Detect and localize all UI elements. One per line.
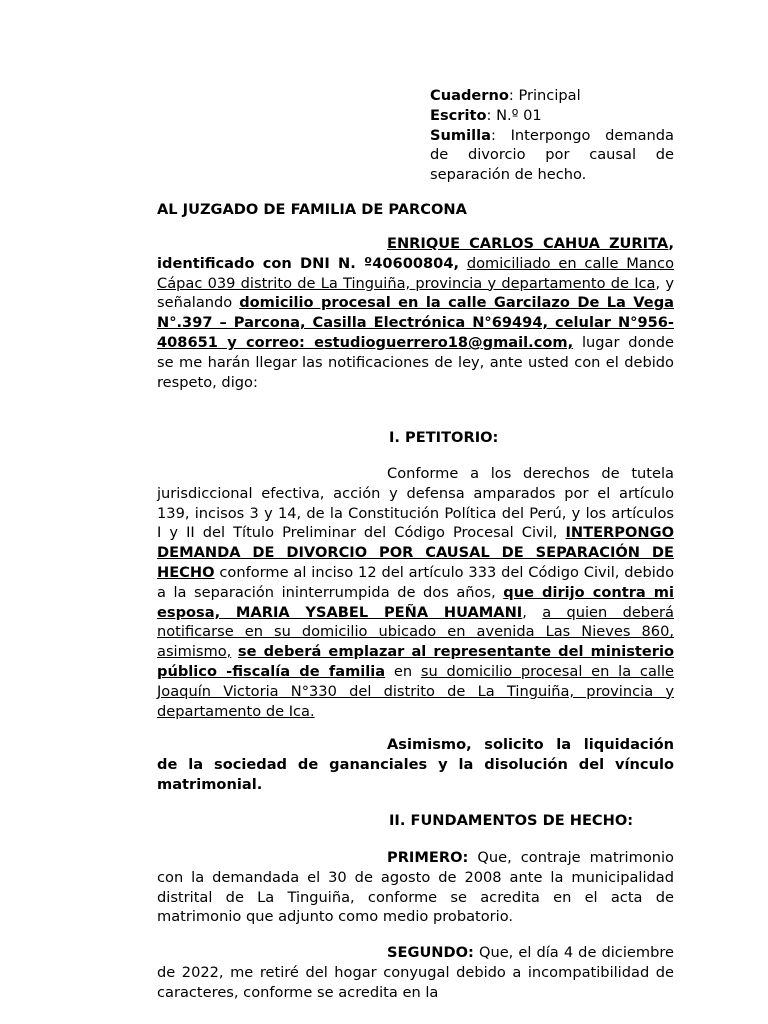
defendant-name: que dirijo contra mi esposa, MARIA YSABEL PEÑA HUAMANI xyxy=(157,583,674,621)
plaintiff-address: domiciliado en calle Manco Cápac 039 distrito de La Tinguiña, provincia y departamento de Ica xyxy=(157,254,675,292)
cuaderno-value: : Principal xyxy=(508,87,581,104)
asimismo-paragraph xyxy=(157,735,674,794)
fiscal-address: su domicilio procesal en la calle Joaquín Victoria N°330 del distrito de La Tinguiña, provincia y departamento de Ica. xyxy=(157,662,674,720)
primero-paragraph xyxy=(157,848,674,927)
demand-statement: INTERPONGO DEMANDA DE DIVORCIO POR CAUSAL DE SEPARACIÓN DE HECHO xyxy=(157,524,674,581)
court-title: AL JUZGADO DE FAMILIA DE PARCONA xyxy=(157,201,467,218)
cuaderno-label: Cuaderno xyxy=(430,87,509,104)
section-petitorio-heading: I. PETITORIO: xyxy=(389,429,499,446)
intro-end: lugar donde se me harán llegar las notificaciones de ley, ante usted con el debido respeto, digo: xyxy=(157,333,674,391)
cuaderno-line xyxy=(430,86,674,106)
segundo-paragraph xyxy=(157,943,674,1002)
procesal-address: domicilio procesal en la calle Garcilazo De La Vega N°.397 – Parcona, Casilla Electrónica N°69494, celular N°956-408651 y correo: estudioguerrero18@gmail.com, xyxy=(157,294,674,351)
sumilla-label: Sumilla xyxy=(430,126,491,144)
segundo-label: SEGUNDO: xyxy=(387,944,474,961)
plaintiff-dni: , identificado con DNI N. º40600804, xyxy=(157,235,674,272)
intro-mid: , y señalando xyxy=(157,274,674,312)
defendant-address: a quien deberá notificarse en su domicilio ubicado en avenida Las Nieves 860, asimismo, xyxy=(157,603,674,661)
petitorio-text-3: , xyxy=(522,603,543,621)
petitorio-text-1: Conforme a los derechos de tutela jurisdiccional efectiva, acción y defensa amparados por el artículo 139, incisos 3 y 14, de la Constitución Política del Perú, y los artículos I y II del Título Preliminar del Código Procesal Civil, xyxy=(157,465,674,542)
plaintiff-name: ENRIQUE CARLOS CAHUA ZURITA xyxy=(387,235,669,252)
escrito-line xyxy=(430,106,674,126)
escrito-label: Escrito xyxy=(430,106,487,124)
petitorio-text-2: conforme al inciso 12 del artículo 333 del Código Civil, debido a la separación ininterrumpida de dos años, xyxy=(157,563,674,601)
document-header xyxy=(430,86,674,185)
petitorio-paragraph xyxy=(157,464,674,721)
primero-label: PRIMERO: xyxy=(387,849,469,866)
fiscal-statement: se deberá emplazar al representante del ministerio público -fiscalía de familia xyxy=(157,643,674,680)
sumilla-value: : Interpongo demanda de divorcio por causal de separación de hecho. xyxy=(430,126,674,184)
escrito-value: : N.º 01 xyxy=(486,106,542,124)
primero-text: Que, contraje matrimonio con la demandada el 30 de agosto de 2008 ante la municipalidad distrital de La Tinguiña, conforme se acredita en el acta de matrimonio que adjunto como medio probatorio. xyxy=(157,849,674,926)
sumilla-line xyxy=(430,126,674,185)
segundo-text: Que, el día 4 de diciembre de 2022, me retiré del hogar conyugal debido a incompatibilidad de caracteres, conforme se acredita en la xyxy=(157,944,674,1001)
section-fundamentos-heading: II. FUNDAMENTOS DE HECHO: xyxy=(389,812,634,829)
petitorio-text-5: en xyxy=(385,662,421,680)
intro-paragraph xyxy=(157,234,674,392)
petitorio-text-4 xyxy=(231,643,238,660)
asimismo-text: Asimismo, solicito la liquidación de la sociedad de gananciales y la disolución del vínculo matrimonial. xyxy=(157,736,674,793)
